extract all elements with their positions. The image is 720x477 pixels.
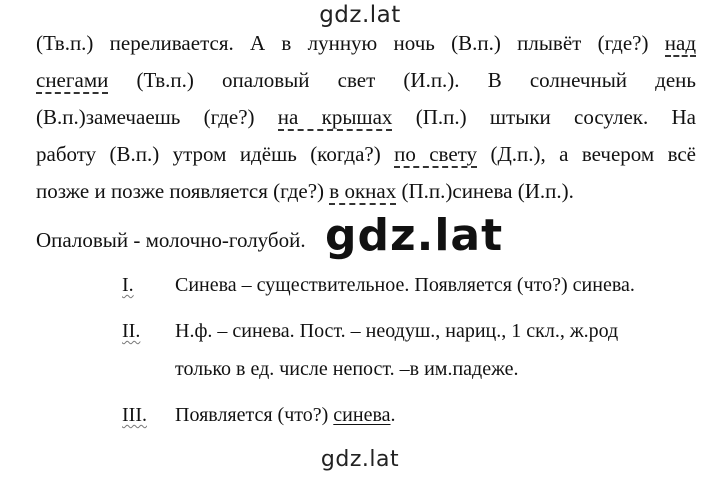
- underlined-word: по свету: [394, 142, 478, 166]
- text-line-4: [36, 141, 696, 167]
- watermark-bottom: gdz.lat: [320, 447, 400, 472]
- underlined-word: синева: [333, 404, 391, 426]
- item-number-2: II.: [122, 320, 141, 342]
- text-segment: (П.п.) штыки сосулек. На: [415, 105, 696, 129]
- underlined-word: на крышах: [277, 105, 393, 129]
- text-segment: работу (В.п.) утром идёшь (когда?): [36, 142, 381, 166]
- text-segment: (Д.п.), а вечером всё: [490, 142, 697, 166]
- underlined-word: снегами: [36, 68, 109, 92]
- item-text-2-continued: только в ед. числе непост. –в им.падеже.: [175, 358, 519, 380]
- text-line-1: [36, 30, 696, 56]
- item-text-2: Н.ф. – синева. Пост. – неодуш., нариц., 1 скл., ж.род: [175, 320, 619, 342]
- item-text-1: Синева – существительное. Появляется (что?) синева.: [175, 274, 635, 296]
- item-number-3: III.: [122, 404, 147, 426]
- definition-text: Опаловый - молочно-голубой.: [36, 228, 306, 252]
- text-segment: (Тв.п.) переливается. А в лунную ночь (В.п.) плывёт (где?): [36, 31, 649, 55]
- watermark-top: gdz.lat: [319, 2, 401, 28]
- text-segment: (В.п.)замечаешь (где?): [36, 105, 255, 129]
- watermark-middle: gdz.lat: [325, 210, 504, 261]
- text-line-3: [36, 104, 696, 130]
- text-segment: .: [390, 404, 396, 426]
- item-text-3: [175, 402, 396, 428]
- underlined-word: над: [664, 31, 697, 55]
- text-segment: позже и позже появляется (где?): [36, 179, 325, 203]
- item-number-1: I.: [122, 274, 134, 296]
- text-segment: (Тв.п.) опаловый свет (И.п.). В солнечный день: [136, 68, 696, 92]
- underlined-word: в окнах: [329, 179, 397, 203]
- text-segment: Появляется (что?): [175, 404, 329, 426]
- text-segment: (П.п.)синева (И.п.).: [401, 179, 574, 203]
- text-line-5: [36, 178, 696, 204]
- text-line-2: [36, 67, 696, 93]
